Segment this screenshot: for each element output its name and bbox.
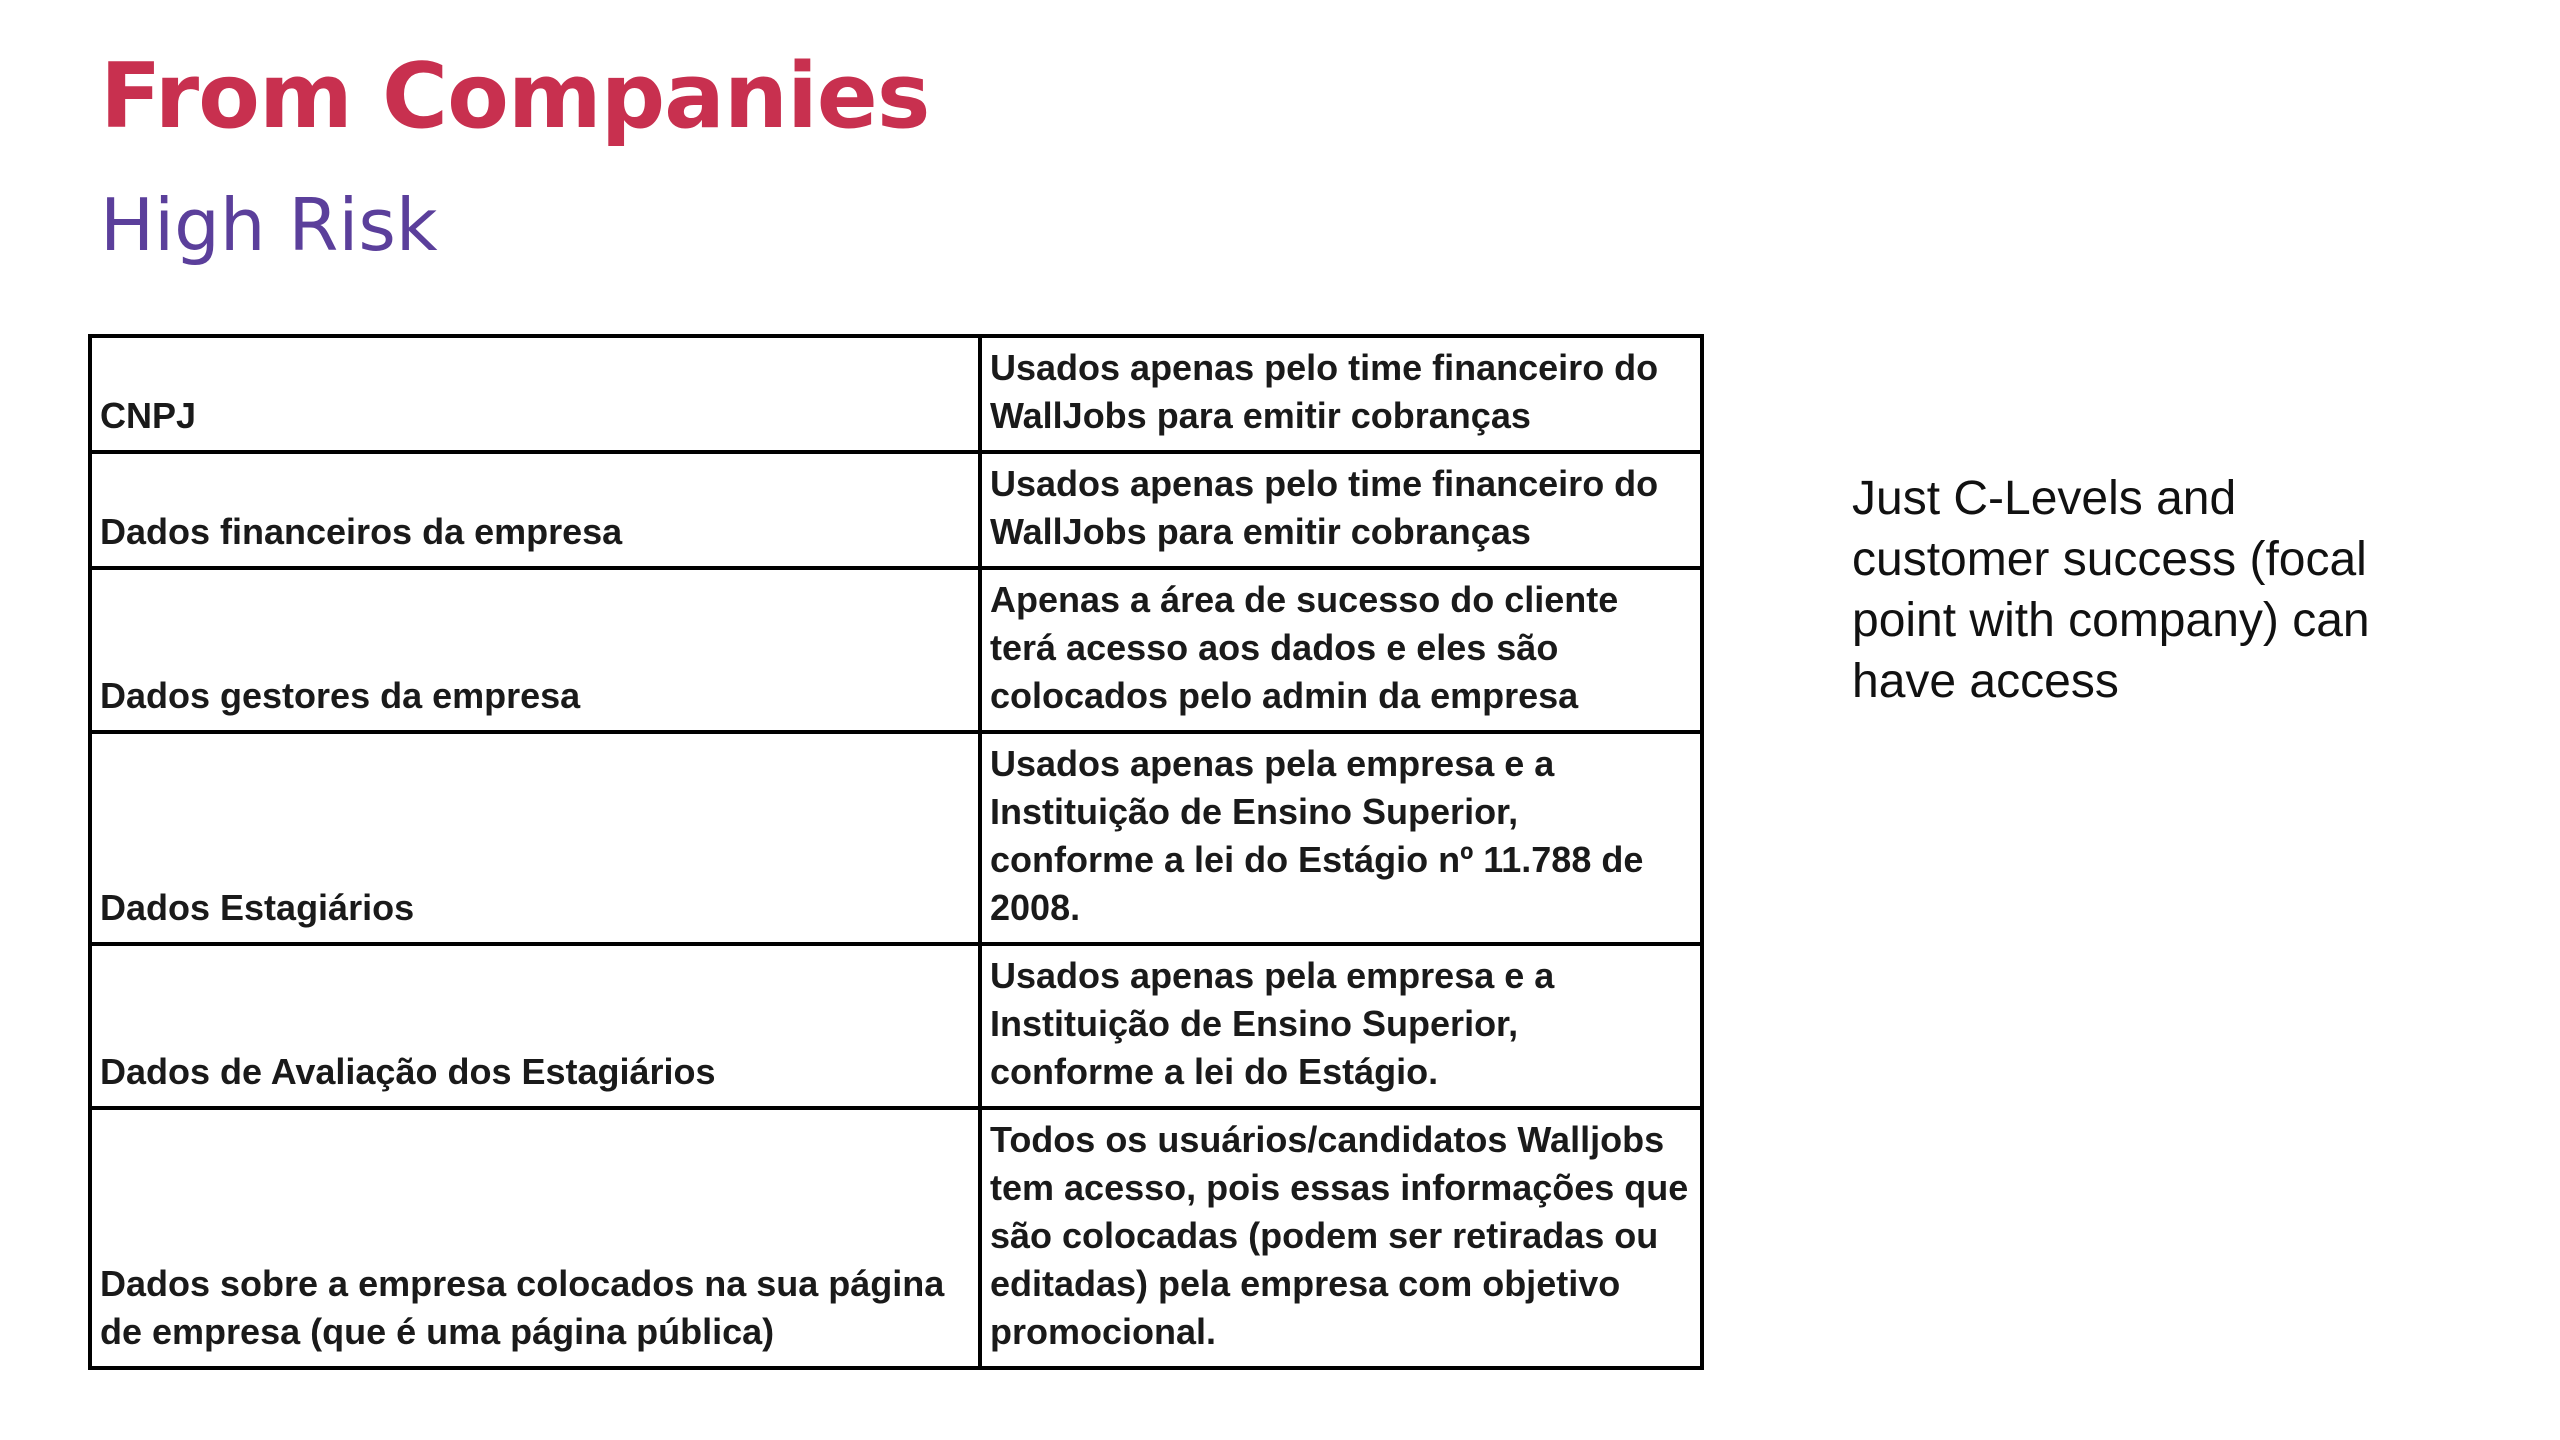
table-cell-item: Dados de Avaliação dos Estagiários [90,944,980,1108]
table-cell-item: CNPJ [90,336,980,452]
slide-title: From Companies [100,44,930,149]
table-row [90,944,1702,1108]
table-row [90,336,1702,452]
table-row [90,452,1702,568]
table-cell-description: Apenas a área de sucesso do cliente terá acesso aos dados e eles são colocados pelo admin da empresa [980,568,1702,732]
table-cell-item: Dados financeiros da empresa [90,452,980,568]
table-cell-description: Usados apenas pela empresa e a Instituição de Ensino Superior, conforme a lei do Estágio. [980,944,1702,1108]
slide-subtitle: High Risk [100,183,438,267]
table-cell-item: Dados Estagiários [90,732,980,944]
table-cell-item: Dados gestores da empresa [90,568,980,732]
table-cell-item: Dados sobre a empresa colocados na sua página de empresa (que é uma página pública) [90,1108,980,1368]
table-row [90,732,1702,944]
table-cell-description: Todos os usuários/candidatos Walljobs tem acesso, pois essas informações que são colocadas (podem ser retiradas ou editadas) pela empresa com objetivo promocional. [980,1108,1702,1368]
table-cell-description: Usados apenas pela empresa e a Instituição de Ensino Superior, conforme a lei do Estágio nº 11.788 de 2008. [980,732,1702,944]
access-note: Just C-Levels and customer success (focal point with company) can have access [1852,472,2370,708]
table-cell-description: Usados apenas pelo time financeiro do WallJobs para emitir cobranças [980,336,1702,452]
data-usage-table [88,334,1704,1370]
table-row [90,1108,1702,1368]
table-row [90,568,1702,732]
table-cell-description: Usados apenas pelo time financeiro do WallJobs para emitir cobranças [980,452,1702,568]
